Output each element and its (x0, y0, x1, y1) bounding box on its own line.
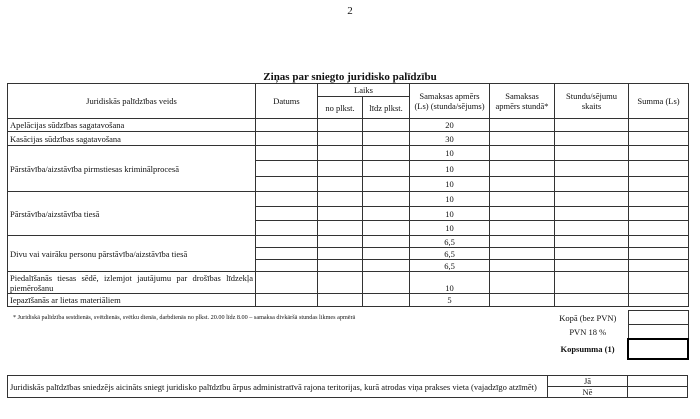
grand-total-field[interactable] (628, 339, 688, 359)
row-amount: 10 (410, 207, 490, 221)
option-no-label: Nē (548, 387, 628, 398)
row-amount: 10 (410, 177, 490, 192)
table-row (8, 236, 689, 248)
row-amount: 10 (410, 272, 490, 294)
table-row (8, 272, 689, 294)
table-row (8, 294, 689, 307)
row-label: Pārstāvība/aizstāvība pirmstiesas kriminālprocesā (8, 146, 256, 192)
row-amount: 30 (410, 132, 490, 146)
row-amount: 10 (410, 161, 490, 177)
form-title: Ziņas par sniegto juridisko palīdzību (263, 71, 437, 83)
totals-table (548, 310, 689, 360)
table-row (8, 132, 689, 146)
header-time: Laiks (318, 84, 410, 97)
row-amount: 6,5 (410, 236, 490, 248)
row-label: Apelācijas sūdzības sagatavošana (8, 119, 256, 132)
page-number: 2 (347, 5, 353, 17)
vat-field[interactable] (628, 325, 688, 339)
header-amount: Samaksas apmērs (Ls) (stunda/sējums) (410, 84, 490, 119)
row-amount: 20 (410, 119, 490, 132)
row-label: Divu vai vairāku personu pārstāvība/aizstāvība tiesā (8, 236, 256, 272)
total-no-vat-label: Kopā (bez PVN) (559, 312, 617, 323)
footnote: * Juridiskā palīdzība sestdienās, svētdienās, svētku dienās, darbdienās no plkst. 20.00 līdz 8.00 – samaksa divkāršā stundas likmes apmērā (13, 314, 356, 321)
header-sum: Summa (Ls) (629, 84, 689, 119)
header-type: Juridiskās palīdzības veids (8, 84, 256, 119)
table-row (8, 119, 689, 132)
outside-question-text: Juridiskās palīdzības sniedzējs aicināts sniegt juridisko palīdzību ārpus administratīvā rajona teritorijas, kurā atrodas viņa prakses vieta (vajadzīgo atzīmēt) (8, 376, 548, 398)
row-label: Iepazīšanās ar lietas materiāliem (8, 294, 256, 307)
table-row (8, 192, 689, 207)
row-label: Piedalīšanās tiesas sēdē, izlemjot jautājumu par drošības līdzekļa piemērošanu (8, 272, 256, 294)
row-amount: 6,5 (410, 248, 490, 260)
option-yes-label: Jā (548, 376, 628, 387)
row-label: Kasācijas sūdzības sagatavošana (8, 132, 256, 146)
table-row (8, 146, 689, 161)
row-amount: 10 (410, 192, 490, 207)
grand-total-label: Kopsumma (1) (560, 343, 615, 354)
row-amount: 10 (410, 221, 490, 236)
header-hours: Stundu/sējumu skaits (555, 84, 629, 119)
outside-territory-table (7, 375, 688, 398)
row-label: Pārstāvība/aizstāvība tiesā (8, 192, 256, 236)
total-no-vat-field[interactable] (628, 311, 688, 325)
header-rate: Samaksas apmērs stundā* (490, 84, 555, 119)
row-amount: 6,5 (410, 260, 490, 272)
row-amount: 10 (410, 146, 490, 161)
header-to: līdz plkst. (363, 97, 410, 119)
header-date: Datums (256, 84, 318, 119)
header-from: no plkst. (318, 97, 363, 119)
option-yes-checkbox[interactable] (628, 376, 688, 387)
legal-aid-table (7, 83, 689, 307)
row-amount: 5 (410, 294, 490, 307)
option-no-checkbox[interactable] (628, 387, 688, 398)
vat-label: PVN 18 % (569, 326, 607, 337)
